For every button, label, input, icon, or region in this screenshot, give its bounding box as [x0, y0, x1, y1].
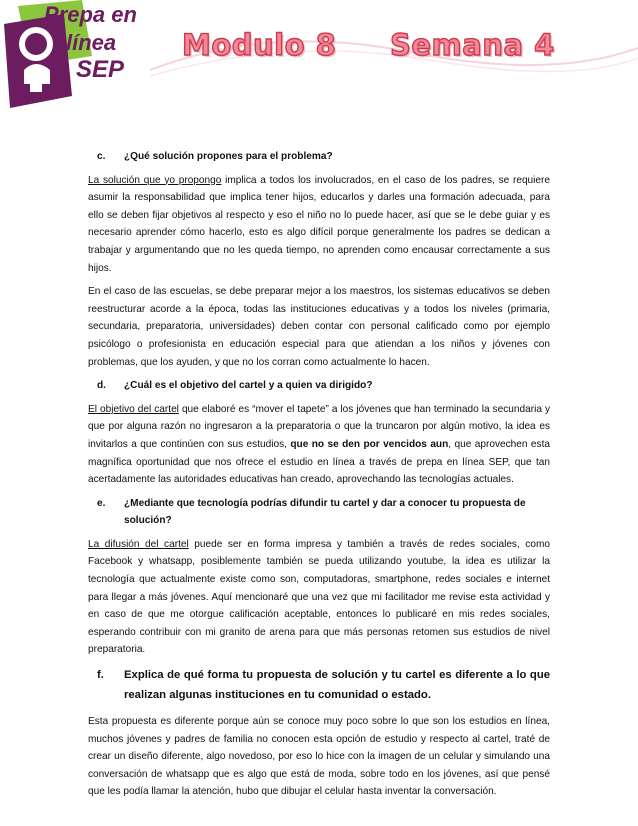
answer-paragraph — [88, 401, 550, 489]
answer-paragraph: En el caso de las escuelas, se debe preparar mejor a los maestros, los sistemas educativos se deben reestructurar acorde a la época, todas las instituciones educativas y a todos los niveles (primaria, secundaria, preparatoria, universidades) deben contar con personal calificado como por ejemplo psicólogo o profesionista en educación especial para que atiendan a los niños y jóvenes con problemas, que los ayuden, y que no los corran como actualmente lo hacen. — [88, 286, 550, 368]
question-text: ¿Qué solución propones para el problema? — [124, 151, 333, 162]
question-label: f. — [97, 669, 104, 682]
question-label: d. — [97, 380, 106, 392]
answer-text: que elaboré es “mover el tapete” a los jóvenes que han terminado la secundaria y que por alguna razón no ingresaron a la preparatoria o que la truncaron por algún motivo, la idea es invitarlos a que continúen con sus estudios, — [88, 403, 550, 450]
question-label: e. — [97, 497, 106, 509]
logo-line-1: Prepa en — [44, 2, 137, 27]
answer-text: implica a todos los involucrados, en el caso de los padres, se requiere asumir la responsabilidad que implica tener hijos, educarlos y darles una formación adecuada, para ello se deben fijar objetivos al respecto y eso el niño no lo puede hacer, así que se le debe guiar y es necesario aprender cómo hacerlo, esto es algo difícil porque generalmente los padres se dedican a trabajar y argumentando que no les queda tiempo, no aprenden como encausar correctamente a sus hijos. — [88, 174, 550, 274]
logo-line-3: SEP — [76, 56, 125, 83]
answer-lead: El objetivo del cartel — [88, 403, 179, 415]
answer-paragraph — [88, 172, 550, 278]
question-e — [88, 495, 550, 530]
question-text: ¿Cuál es el objetivo del cartel y a quien va dirigido? — [124, 380, 373, 392]
answer-lead: La difusión del cartel — [88, 538, 189, 550]
answer-lead: La solución que yo propongo — [88, 174, 222, 186]
page-header — [0, 0, 638, 120]
question-d — [88, 377, 550, 395]
answer-paragraph — [88, 536, 550, 659]
question-text: ¿Mediante que tecnología podrías difundir tu cartel y dar a conocer tu propuesta de solución? — [124, 497, 526, 527]
module-title: Modulo 8 — [182, 28, 337, 62]
answer-text: puede ser en forma impresa y también a través de redes sociales, como Facebook y whatsapp, posiblemente también se pueda utilizando youtube, la idea es utilizar la tecnología que actualmente existe como son, computadoras, smartphone, redes sociales e internet para llegar a más jóvenes. Aquí mencionaré que una vez que mi facilitador me revise esta actividad y en caso de que me otorgue calificación aceptable, entonces lo publicaré en mis redes sociales, esperando contribuir con mi granito de arena para que más personas retomen sus estudios de nivel preparatoria. — [88, 538, 550, 656]
answer-text: , que aprovechen esta magnífica oportunidad que nos ofrece el estudio en línea a través de prepa en línea SEP, que tan acertadamente las autoridades educativas han creado, aprovechando las tecnologías actuales. — [88, 438, 550, 486]
answer-emphasis: que no se den por vencidos aun — [290, 438, 449, 450]
question-c — [88, 148, 550, 166]
answer-paragraph: Esta propuesta es diferente porque aún se conoce muy poco sobre lo que son los estudios en línea, muchos jóvenes y padres de familia no conocen esta opción de estudio y respecto al cartel, traté de crear un diseño diferente, algo novedoso, por eso lo hice con la imagen de un celular y simulando una conversación de whatsapp que es algo que está de moda, sobre todo en los jóvenes, así que pensé que les podía llamar la atención, hubo que dibujar el celular hasta inventar la conversación. — [88, 716, 550, 798]
question-text: Explica de qué forma tu propuesta de solución y tu cartel es diferente a lo que realizan algunas instituciones en tu comunidad o estado. — [124, 669, 550, 702]
document-body — [88, 148, 550, 807]
week-title: Semana 4 — [390, 28, 555, 62]
question-label: c. — [97, 151, 106, 162]
question-f — [88, 665, 550, 705]
logo-line-2: línea — [66, 30, 117, 55]
